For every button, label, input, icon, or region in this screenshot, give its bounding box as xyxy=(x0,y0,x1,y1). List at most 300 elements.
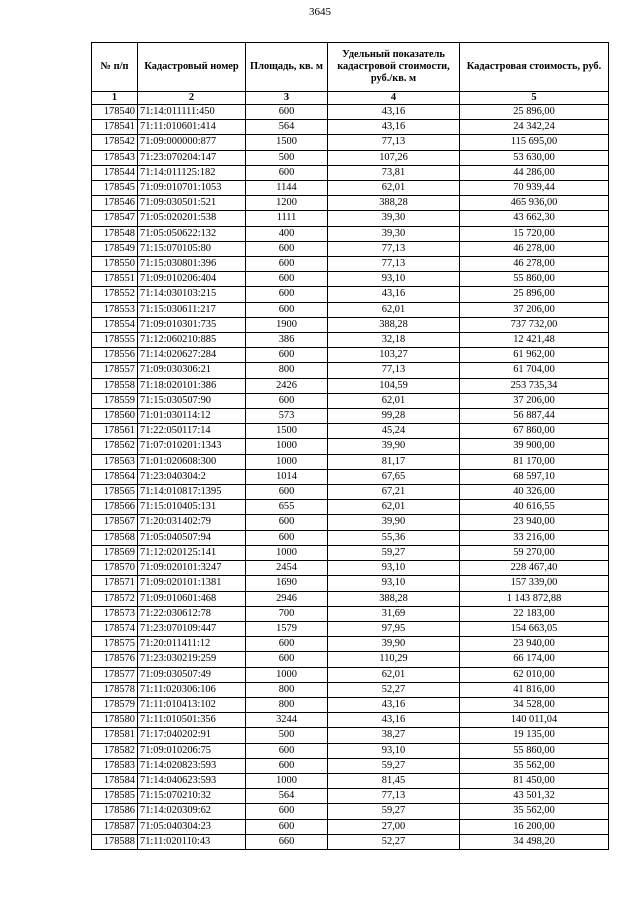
area-cell: 1111 xyxy=(246,211,328,226)
cadastral-number-cell: 71:09:030306:21 xyxy=(138,363,246,378)
cadastral-number-cell: 71:15:070210:32 xyxy=(138,789,246,804)
row-number-cell: 178588 xyxy=(92,834,138,849)
cadastral-number-cell: 71:01:030114:12 xyxy=(138,409,246,424)
area-cell: 600 xyxy=(246,743,328,758)
table-row xyxy=(92,682,609,697)
unit-value-cell: 388,28 xyxy=(328,196,460,211)
area-cell: 3244 xyxy=(246,713,328,728)
row-number-cell: 178577 xyxy=(92,667,138,682)
page-number: 3645 xyxy=(309,6,331,18)
row-number-cell: 178582 xyxy=(92,743,138,758)
row-number-cell: 178587 xyxy=(92,819,138,834)
unit-value-cell: 59,27 xyxy=(328,804,460,819)
area-cell: 1500 xyxy=(246,424,328,439)
cadastral-number-cell: 71:12:060210:885 xyxy=(138,333,246,348)
cadastral-value-cell: 39 900,00 xyxy=(460,439,609,454)
cadastral-value-cell: 34 528,00 xyxy=(460,697,609,712)
area-cell: 1690 xyxy=(246,576,328,591)
cadastral-value-cell: 12 421,48 xyxy=(460,333,609,348)
cadastral-value-cell: 140 011,04 xyxy=(460,713,609,728)
row-number-cell: 178551 xyxy=(92,272,138,287)
cadastral-number-cell: 71:23:040304:2 xyxy=(138,469,246,484)
row-number-cell: 178583 xyxy=(92,758,138,773)
cadastral-number-cell: 71:11:020110:43 xyxy=(138,834,246,849)
row-number-cell: 178563 xyxy=(92,454,138,469)
cadastral-number-cell: 71:09:020101:3247 xyxy=(138,561,246,576)
cadastral-value-cell: 35 562,00 xyxy=(460,758,609,773)
area-cell: 600 xyxy=(246,272,328,287)
row-number-cell: 178567 xyxy=(92,515,138,530)
unit-value-cell: 103,27 xyxy=(328,348,460,363)
cadastral-number-cell: 71:05:050622:132 xyxy=(138,226,246,241)
unit-value-cell: 77,13 xyxy=(328,363,460,378)
cadastral-number-cell: 71:11:010501:356 xyxy=(138,713,246,728)
area-cell: 655 xyxy=(246,500,328,515)
unit-value-cell: 93,10 xyxy=(328,576,460,591)
row-number-cell: 178546 xyxy=(92,196,138,211)
cadastral-number-cell: 71:14:020823:593 xyxy=(138,758,246,773)
cadastral-number-cell: 71:14:011125:182 xyxy=(138,165,246,180)
row-number-cell: 178559 xyxy=(92,393,138,408)
cadastral-value-cell: 115 695,00 xyxy=(460,135,609,150)
cadastral-number-cell: 71:07:010201:1343 xyxy=(138,439,246,454)
cadastral-value-cell: 61 962,00 xyxy=(460,348,609,363)
cadastral-value-cell: 56 887,44 xyxy=(460,409,609,424)
area-cell: 1000 xyxy=(246,439,328,454)
area-cell: 600 xyxy=(246,819,328,834)
cadastral-value-cell: 16 200,00 xyxy=(460,819,609,834)
cadastral-value-cell: 81 170,00 xyxy=(460,454,609,469)
row-number-cell: 178556 xyxy=(92,348,138,363)
cadastral-value-cell: 35 562,00 xyxy=(460,804,609,819)
area-cell: 1144 xyxy=(246,181,328,196)
cadastral-number-cell: 71:12:020125:141 xyxy=(138,545,246,560)
table-row xyxy=(92,789,609,804)
table-row xyxy=(92,439,609,454)
cadastral-number-cell: 71:17:040202:91 xyxy=(138,728,246,743)
unit-value-cell: 39,30 xyxy=(328,211,460,226)
cadastral-number-cell: 71:23:070204:147 xyxy=(138,150,246,165)
unit-value-cell: 110,29 xyxy=(328,652,460,667)
cadastral-value-cell: 37 206,00 xyxy=(460,302,609,317)
row-number-cell: 178545 xyxy=(92,181,138,196)
cadastral-value-cell: 81 450,00 xyxy=(460,773,609,788)
unit-value-cell: 39,30 xyxy=(328,226,460,241)
table-row xyxy=(92,454,609,469)
cadastral-number-cell: 71:05:040304:23 xyxy=(138,819,246,834)
unit-value-cell: 77,13 xyxy=(328,789,460,804)
cadastral-number-cell: 71:23:030219:259 xyxy=(138,652,246,667)
table-row xyxy=(92,363,609,378)
cadastral-number-cell: 71:14:020627:284 xyxy=(138,348,246,363)
area-cell: 2946 xyxy=(246,591,328,606)
table-row xyxy=(92,211,609,226)
cadastral-number-cell: 71:14:010817:1395 xyxy=(138,485,246,500)
area-cell: 800 xyxy=(246,363,328,378)
cadastral-number-cell: 71:15:030611:217 xyxy=(138,302,246,317)
cadastral-value-cell: 157 339,00 xyxy=(460,576,609,591)
cadastral-value-cell: 46 278,00 xyxy=(460,241,609,256)
header-unit-value: Удельный показатель кадастровой стоимости, руб./кв. м xyxy=(328,43,460,92)
area-cell: 600 xyxy=(246,165,328,180)
unit-value-cell: 93,10 xyxy=(328,743,460,758)
area-cell: 600 xyxy=(246,105,328,120)
area-cell: 600 xyxy=(246,530,328,545)
header-area: Площадь, кв. м xyxy=(246,43,328,92)
unit-value-cell: 59,27 xyxy=(328,545,460,560)
unit-value-cell: 45,24 xyxy=(328,424,460,439)
cadastral-number-cell: 71:09:010206:75 xyxy=(138,743,246,758)
table-row xyxy=(92,561,609,576)
cadastral-number-cell: 71:20:011411:12 xyxy=(138,637,246,652)
cadastral-value-cell: 40 326,00 xyxy=(460,485,609,500)
area-cell: 600 xyxy=(246,348,328,363)
column-number: 4 xyxy=(328,92,460,105)
table-row xyxy=(92,530,609,545)
area-cell: 600 xyxy=(246,804,328,819)
area-cell: 600 xyxy=(246,515,328,530)
area-cell: 600 xyxy=(246,652,328,667)
table-row xyxy=(92,652,609,667)
unit-value-cell: 77,13 xyxy=(328,241,460,256)
cadastral-value-cell: 23 940,00 xyxy=(460,637,609,652)
cadastral-number-cell: 71:14:011111:450 xyxy=(138,105,246,120)
table-row xyxy=(92,576,609,591)
table-row xyxy=(92,469,609,484)
table-row xyxy=(92,393,609,408)
unit-value-cell: 77,13 xyxy=(328,135,460,150)
table-row xyxy=(92,348,609,363)
cadastral-value-cell: 68 597,10 xyxy=(460,469,609,484)
area-cell: 600 xyxy=(246,758,328,773)
row-number-cell: 178553 xyxy=(92,302,138,317)
unit-value-cell: 107,26 xyxy=(328,150,460,165)
cadastral-number-cell: 71:15:070105:80 xyxy=(138,241,246,256)
cadastral-number-cell: 71:09:010601:468 xyxy=(138,591,246,606)
cadastral-number-cell: 71:11:010601:414 xyxy=(138,120,246,135)
table-row xyxy=(92,241,609,256)
cadastral-number-cell: 71:09:020101:1381 xyxy=(138,576,246,591)
row-number-cell: 178548 xyxy=(92,226,138,241)
cadastral-value-cell: 23 940,00 xyxy=(460,515,609,530)
header-row-number: № п/п xyxy=(92,43,138,92)
table-row xyxy=(92,834,609,849)
row-number-cell: 178571 xyxy=(92,576,138,591)
cadastral-value-cell: 15 720,00 xyxy=(460,226,609,241)
row-number-cell: 178540 xyxy=(92,105,138,120)
cadastral-value-cell: 41 816,00 xyxy=(460,682,609,697)
row-number-cell: 178561 xyxy=(92,424,138,439)
unit-value-cell: 52,27 xyxy=(328,834,460,849)
table-row xyxy=(92,713,609,728)
table-row xyxy=(92,287,609,302)
cadastral-value-cell: 34 498,20 xyxy=(460,834,609,849)
row-number-cell: 178580 xyxy=(92,713,138,728)
cadastral-value-table xyxy=(91,42,609,850)
row-number-cell: 178552 xyxy=(92,287,138,302)
area-cell: 700 xyxy=(246,606,328,621)
unit-value-cell: 388,28 xyxy=(328,591,460,606)
cadastral-value-cell: 44 286,00 xyxy=(460,165,609,180)
table-row xyxy=(92,333,609,348)
area-cell: 1900 xyxy=(246,317,328,332)
unit-value-cell: 38,27 xyxy=(328,728,460,743)
column-number: 1 xyxy=(92,92,138,105)
cadastral-number-cell: 71:15:030507:90 xyxy=(138,393,246,408)
area-cell: 386 xyxy=(246,333,328,348)
row-number-cell: 178550 xyxy=(92,257,138,272)
table-row xyxy=(92,135,609,150)
unit-value-cell: 59,27 xyxy=(328,758,460,773)
row-number-cell: 178554 xyxy=(92,317,138,332)
unit-value-cell: 62,01 xyxy=(328,393,460,408)
row-number-cell: 178562 xyxy=(92,439,138,454)
table-row xyxy=(92,196,609,211)
cadastral-value-cell: 40 616,55 xyxy=(460,500,609,515)
cadastral-value-cell: 22 183,00 xyxy=(460,606,609,621)
area-cell: 600 xyxy=(246,257,328,272)
row-number-cell: 178569 xyxy=(92,545,138,560)
cadastral-number-cell: 71:23:070109:447 xyxy=(138,621,246,636)
row-number-cell: 178573 xyxy=(92,606,138,621)
unit-value-cell: 104,59 xyxy=(328,378,460,393)
table-row xyxy=(92,226,609,241)
table-row xyxy=(92,758,609,773)
area-cell: 800 xyxy=(246,682,328,697)
row-number-cell: 178575 xyxy=(92,637,138,652)
cadastral-number-cell: 71:11:020306:106 xyxy=(138,682,246,697)
table-row xyxy=(92,302,609,317)
area-cell: 1000 xyxy=(246,545,328,560)
table-row xyxy=(92,485,609,500)
table-row xyxy=(92,105,609,120)
table-row xyxy=(92,424,609,439)
table-row xyxy=(92,606,609,621)
table-row xyxy=(92,257,609,272)
table-row xyxy=(92,637,609,652)
row-number-cell: 178574 xyxy=(92,621,138,636)
cadastral-value-cell: 19 135,00 xyxy=(460,728,609,743)
cadastral-value-cell: 55 860,00 xyxy=(460,743,609,758)
table-row xyxy=(92,181,609,196)
cadastral-value-cell: 43 662,30 xyxy=(460,211,609,226)
cadastral-value-cell: 465 936,00 xyxy=(460,196,609,211)
area-cell: 600 xyxy=(246,637,328,652)
unit-value-cell: 39,90 xyxy=(328,637,460,652)
table-row xyxy=(92,500,609,515)
cadastral-value-cell: 25 896,00 xyxy=(460,105,609,120)
unit-value-cell: 62,01 xyxy=(328,667,460,682)
area-cell: 1500 xyxy=(246,135,328,150)
unit-value-cell: 27,00 xyxy=(328,819,460,834)
table-row xyxy=(92,515,609,530)
area-cell: 564 xyxy=(246,120,328,135)
table-row xyxy=(92,591,609,606)
cadastral-number-cell: 71:22:050117:14 xyxy=(138,424,246,439)
table-row xyxy=(92,728,609,743)
cadastral-number-cell: 71:20:031402:79 xyxy=(138,515,246,530)
area-cell: 2426 xyxy=(246,378,328,393)
table-row xyxy=(92,667,609,682)
cadastral-number-cell: 71:05:040507:94 xyxy=(138,530,246,545)
cadastral-number-cell: 71:09:030507:49 xyxy=(138,667,246,682)
cadastral-number-cell: 71:09:010701:1053 xyxy=(138,181,246,196)
row-number-cell: 178558 xyxy=(92,378,138,393)
table-row xyxy=(92,545,609,560)
table-header-row xyxy=(92,43,609,92)
area-cell: 1579 xyxy=(246,621,328,636)
row-number-cell: 178549 xyxy=(92,241,138,256)
cadastral-value-cell: 66 174,00 xyxy=(460,652,609,667)
unit-value-cell: 67,21 xyxy=(328,485,460,500)
row-number-cell: 178584 xyxy=(92,773,138,788)
unit-value-cell: 388,28 xyxy=(328,317,460,332)
table-row xyxy=(92,773,609,788)
row-number-cell: 178572 xyxy=(92,591,138,606)
cadastral-value-cell: 55 860,00 xyxy=(460,272,609,287)
area-cell: 800 xyxy=(246,697,328,712)
table-row xyxy=(92,804,609,819)
table-row xyxy=(92,621,609,636)
header-cadastral-value: Кадастровая стоимость, руб. xyxy=(460,43,609,92)
cadastral-value-cell: 737 732,00 xyxy=(460,317,609,332)
table-row xyxy=(92,697,609,712)
header-cadastral-number: Кадастровый номер xyxy=(138,43,246,92)
cadastral-number-cell: 71:09:030501:521 xyxy=(138,196,246,211)
unit-value-cell: 43,16 xyxy=(328,105,460,120)
cadastral-value-cell: 59 270,00 xyxy=(460,545,609,560)
area-cell: 564 xyxy=(246,789,328,804)
unit-value-cell: 43,16 xyxy=(328,713,460,728)
unit-value-cell: 55,36 xyxy=(328,530,460,545)
table-row xyxy=(92,743,609,758)
unit-value-cell: 62,01 xyxy=(328,500,460,515)
unit-value-cell: 77,13 xyxy=(328,257,460,272)
column-number: 2 xyxy=(138,92,246,105)
row-number-cell: 178585 xyxy=(92,789,138,804)
cadastral-value-cell: 154 663,05 xyxy=(460,621,609,636)
area-cell: 1000 xyxy=(246,454,328,469)
area-cell: 500 xyxy=(246,150,328,165)
table-row xyxy=(92,317,609,332)
table-row xyxy=(92,409,609,424)
row-number-cell: 178541 xyxy=(92,120,138,135)
cadastral-number-cell: 71:11:010413:102 xyxy=(138,697,246,712)
row-number-cell: 178564 xyxy=(92,469,138,484)
cadastral-value-cell: 61 704,00 xyxy=(460,363,609,378)
cadastral-value-cell: 46 278,00 xyxy=(460,257,609,272)
unit-value-cell: 97,95 xyxy=(328,621,460,636)
cadastral-number-cell: 71:15:030801:396 xyxy=(138,257,246,272)
row-number-cell: 178565 xyxy=(92,485,138,500)
area-cell: 600 xyxy=(246,393,328,408)
table-row xyxy=(92,272,609,287)
cadastral-value-cell: 24 342,24 xyxy=(460,120,609,135)
cadastral-number-cell: 71:14:030103:215 xyxy=(138,287,246,302)
table-row xyxy=(92,120,609,135)
unit-value-cell: 73,81 xyxy=(328,165,460,180)
row-number-cell: 178566 xyxy=(92,500,138,515)
cadastral-value-cell: 62 010,00 xyxy=(460,667,609,682)
unit-value-cell: 81,45 xyxy=(328,773,460,788)
cadastral-value-cell: 228 467,40 xyxy=(460,561,609,576)
cadastral-value-cell: 253 735,34 xyxy=(460,378,609,393)
row-number-cell: 178547 xyxy=(92,211,138,226)
cadastral-number-cell: 71:05:020201:538 xyxy=(138,211,246,226)
unit-value-cell: 43,16 xyxy=(328,697,460,712)
area-cell: 573 xyxy=(246,409,328,424)
cadastral-value-cell: 67 860,00 xyxy=(460,424,609,439)
area-cell: 1000 xyxy=(246,667,328,682)
table-row xyxy=(92,819,609,834)
cadastral-number-cell: 71:09:000000:877 xyxy=(138,135,246,150)
area-cell: 600 xyxy=(246,241,328,256)
row-number-cell: 178557 xyxy=(92,363,138,378)
area-cell: 400 xyxy=(246,226,328,241)
column-numbers-row xyxy=(92,92,609,105)
cadastral-number-cell: 71:15:010405:131 xyxy=(138,500,246,515)
table-row xyxy=(92,165,609,180)
row-number-cell: 178555 xyxy=(92,333,138,348)
table-row xyxy=(92,378,609,393)
unit-value-cell: 93,10 xyxy=(328,272,460,287)
row-number-cell: 178581 xyxy=(92,728,138,743)
unit-value-cell: 39,90 xyxy=(328,439,460,454)
column-number: 5 xyxy=(460,92,609,105)
unit-value-cell: 31,69 xyxy=(328,606,460,621)
cadastral-value-cell: 43 501,32 xyxy=(460,789,609,804)
cadastral-number-cell: 71:22:030612:78 xyxy=(138,606,246,621)
area-cell: 2454 xyxy=(246,561,328,576)
unit-value-cell: 39,90 xyxy=(328,515,460,530)
row-number-cell: 178543 xyxy=(92,150,138,165)
unit-value-cell: 67,65 xyxy=(328,469,460,484)
cadastral-number-cell: 71:14:020309:62 xyxy=(138,804,246,819)
row-number-cell: 178579 xyxy=(92,697,138,712)
cadastral-value-cell: 25 896,00 xyxy=(460,287,609,302)
table-row xyxy=(92,150,609,165)
row-number-cell: 178578 xyxy=(92,682,138,697)
area-cell: 500 xyxy=(246,728,328,743)
unit-value-cell: 62,01 xyxy=(328,181,460,196)
cadastral-value-cell: 33 216,00 xyxy=(460,530,609,545)
row-number-cell: 178560 xyxy=(92,409,138,424)
unit-value-cell: 62,01 xyxy=(328,302,460,317)
area-cell: 660 xyxy=(246,834,328,849)
cadastral-value-cell: 1 143 872,88 xyxy=(460,591,609,606)
area-cell: 600 xyxy=(246,485,328,500)
cadastral-number-cell: 71:09:010301:735 xyxy=(138,317,246,332)
unit-value-cell: 99,28 xyxy=(328,409,460,424)
area-cell: 1014 xyxy=(246,469,328,484)
cadastral-number-cell: 71:14:040623:593 xyxy=(138,773,246,788)
row-number-cell: 178568 xyxy=(92,530,138,545)
cadastral-value-cell: 37 206,00 xyxy=(460,393,609,408)
row-number-cell: 178576 xyxy=(92,652,138,667)
unit-value-cell: 81,17 xyxy=(328,454,460,469)
unit-value-cell: 43,16 xyxy=(328,287,460,302)
area-cell: 600 xyxy=(246,302,328,317)
cadastral-number-cell: 71:09:010206:404 xyxy=(138,272,246,287)
column-number: 3 xyxy=(246,92,328,105)
row-number-cell: 178570 xyxy=(92,561,138,576)
unit-value-cell: 93,10 xyxy=(328,561,460,576)
table-body xyxy=(92,92,609,850)
area-cell: 1000 xyxy=(246,773,328,788)
cadastral-number-cell: 71:01:020608:300 xyxy=(138,454,246,469)
area-cell: 1200 xyxy=(246,196,328,211)
unit-value-cell: 32,18 xyxy=(328,333,460,348)
